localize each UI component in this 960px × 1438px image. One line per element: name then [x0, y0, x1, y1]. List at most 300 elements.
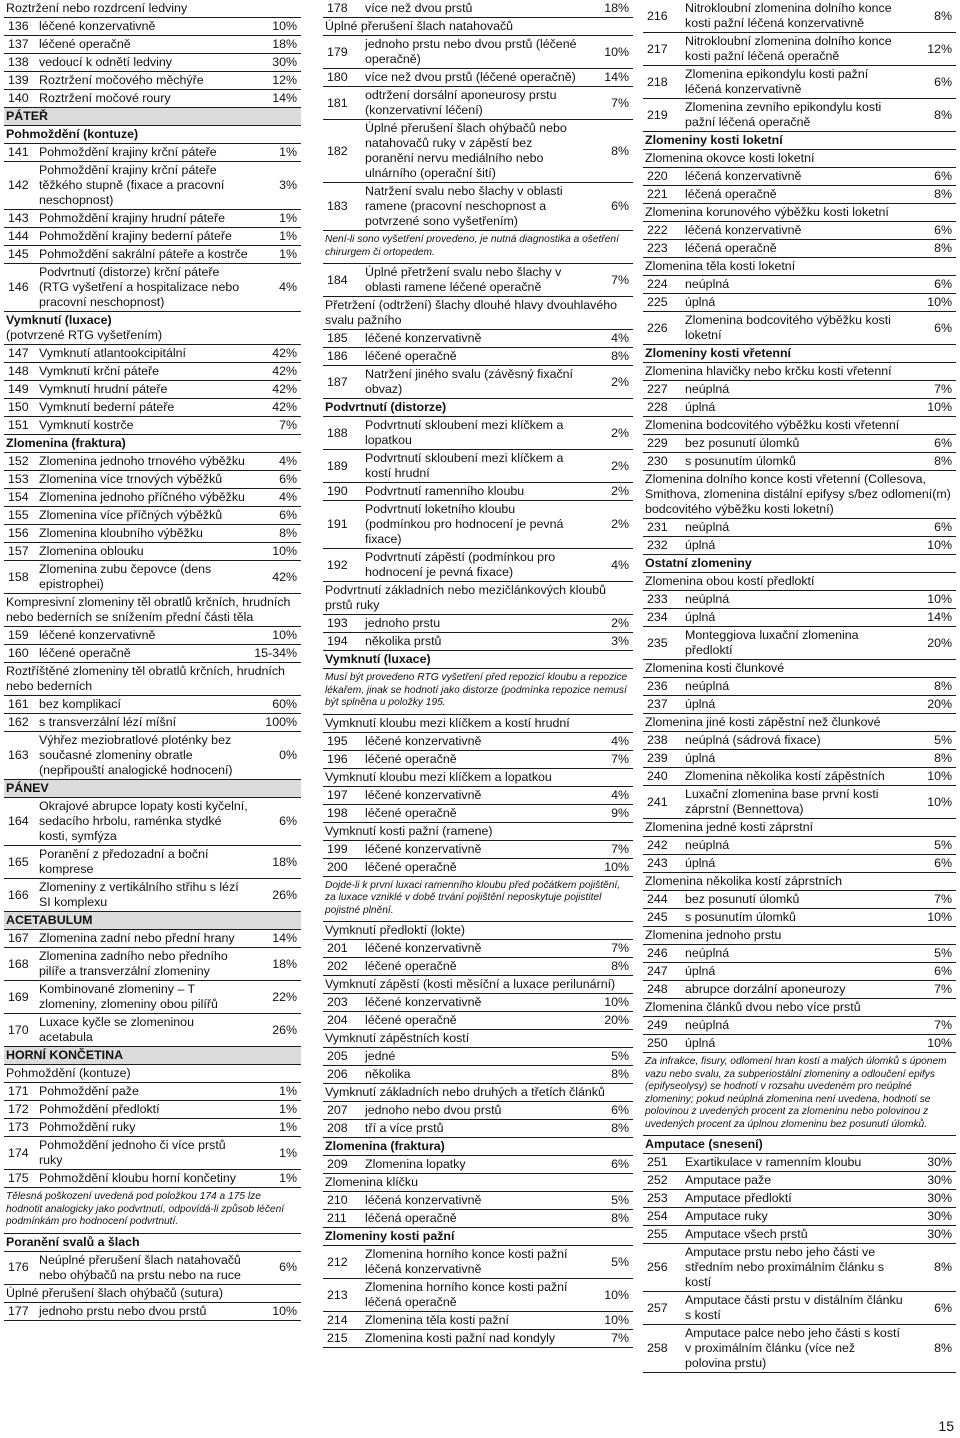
item-number: 225 [647, 295, 668, 309]
table-row [4, 1170, 301, 1188]
item-number: 237 [647, 697, 668, 711]
item-description: Nitrokloubní zlomenina dolního konce kosti pažní léčená konzervativně [685, 1, 892, 30]
item-number: 164 [8, 814, 29, 828]
item-percentage: 6% [934, 320, 952, 335]
subsection-heading: Zlomenina okovce kosti loketní [643, 150, 956, 168]
item-percentage: 6% [934, 277, 952, 291]
item-number: 174 [8, 1145, 29, 1160]
table-row [643, 1325, 956, 1373]
item-percentage: 4% [279, 280, 297, 294]
item-description: Amputace ruky [685, 1209, 768, 1223]
table-row [643, 168, 956, 186]
section-heading: Zlomeniny kosti pažní [323, 1228, 633, 1246]
item-percentage: 10% [604, 44, 629, 59]
item-description: úplná [685, 295, 716, 309]
item-percentage: 14% [272, 931, 297, 945]
item-number: 192 [327, 557, 348, 572]
item-description: Pohmoždění krajiny krční páteře těžkého stupně (fixace a pracovní neschopnost) [39, 163, 225, 207]
table-row [4, 561, 301, 594]
item-number: 183 [327, 199, 348, 213]
item-description: Okrajové abrupce lopaty kosti kyčelní, sedacího hrbolu, raménka stydké kosti, symfýza [39, 799, 248, 843]
item-percentage: 10% [604, 995, 629, 1009]
item-number: 203 [327, 995, 348, 1009]
item-number: 204 [327, 1013, 348, 1027]
item-description: abrupce dorzální aponeurozy [685, 982, 846, 996]
item-number: 170 [8, 1022, 29, 1037]
item-percentage: 1% [279, 1120, 297, 1134]
subsection-heading: Kompresivní zlomeniny těl obratlů krčních, hrudních nebo bederních se snížením přední části těla [4, 594, 301, 627]
section-heading: HORNÍ KONČETINA [4, 1047, 301, 1065]
footnote: Tělesná poškození uvedená pod položkou 174 a 175 lze hodnotit analogicky jako podvrtnutí, odpovídá-li způsob léčení podmínkám pro hodnocení podvrtnutí. [4, 1188, 301, 1234]
section-heading: Vymknutí (luxace) [323, 651, 633, 669]
item-number: 223 [647, 241, 668, 255]
table-row [643, 453, 956, 471]
item-percentage: 42% [272, 364, 297, 378]
table-row [643, 381, 956, 399]
item-number: 148 [8, 364, 29, 378]
table-row [4, 90, 301, 108]
item-description: Zlomenina více příčných výběžků [39, 508, 223, 522]
table-row [323, 69, 633, 87]
item-description: Amputace předloktí [685, 1191, 792, 1205]
table-row [323, 994, 633, 1012]
table-row [4, 381, 301, 399]
item-number: 235 [647, 635, 668, 650]
subsection-heading: Zlomenina jednoho prstu [643, 927, 956, 945]
section-heading [4, 312, 301, 345]
item-number: 197 [327, 787, 348, 802]
item-percentage: 10% [604, 1313, 629, 1327]
item-number: 187 [327, 374, 348, 389]
table-row [4, 228, 301, 246]
table-row [643, 678, 956, 696]
table-row [323, 1330, 633, 1348]
item-description: léčené operačně [365, 349, 457, 363]
item-percentage: 30% [927, 1191, 952, 1205]
item-percentage: 10% [927, 769, 952, 783]
item-number: 162 [8, 715, 29, 729]
item-description: léčená konzervativně [685, 223, 802, 237]
item-percentage: 6% [934, 436, 952, 450]
item-number: 158 [8, 569, 29, 584]
table-row [323, 36, 633, 69]
item-description: Vymknutí bederní páteře [39, 400, 175, 414]
table-row [643, 750, 956, 768]
item-number: 169 [8, 989, 29, 1004]
item-percentage: 4% [611, 787, 629, 802]
item-percentage: 8% [611, 1067, 629, 1081]
item-number: 205 [327, 1049, 348, 1063]
item-description: Úplné přerušení šlach ohýbačů nebo natahovačů ruky v zápěstí bez poranění nervu mediálního nebo ulnárního (operační šití) [365, 121, 567, 180]
table-row [4, 507, 301, 525]
item-description: Vymknutí atlantookcipitální [39, 346, 186, 360]
subsection-heading: Zlomenina hlavičky nebo krčku kosti vřetenní [643, 363, 956, 381]
item-percentage: 4% [279, 454, 297, 468]
item-description: Zlomenina lopatky [365, 1157, 466, 1171]
item-number: 146 [8, 280, 29, 294]
item-description: Pohmoždění paže [39, 1084, 139, 1098]
item-percentage: 5% [934, 733, 952, 747]
item-number: 198 [327, 805, 348, 820]
item-number: 211 [327, 1211, 347, 1225]
item-number: 242 [647, 838, 668, 852]
item-percentage: 8% [611, 959, 629, 973]
table-row [323, 1012, 633, 1030]
item-description: Amputace palce nebo jeho části s kostí v proximálním článku (více než polovina prstu) [685, 1326, 900, 1370]
item-percentage: 6% [934, 1300, 952, 1315]
item-description: Podvrtnutí skloubení mezi klíčkem a lopatkou [365, 418, 564, 447]
item-percentage: 7% [279, 418, 297, 432]
item-description: neúplná [685, 838, 730, 852]
subsection-heading: Vymknutí kosti pažní (ramene) [323, 823, 633, 841]
item-description: více než dvou prstů [365, 1, 473, 15]
item-percentage: 5% [611, 1254, 629, 1269]
table-row [643, 66, 956, 99]
item-description: Poranění z předozadní a boční komprese [39, 847, 209, 876]
item-percentage: 10% [927, 295, 952, 309]
item-number: 249 [647, 1018, 668, 1032]
column-middle [323, 0, 633, 1348]
item-percentage: 2% [611, 517, 629, 531]
section-heading: PÁNEV [4, 780, 301, 798]
section-heading: Poranění svalů a šlach [4, 1234, 301, 1252]
item-percentage: 14% [272, 91, 297, 105]
table-row [643, 186, 956, 204]
item-percentage: 1% [279, 1171, 297, 1185]
item-percentage: 10% [604, 859, 629, 874]
item-percentage: 10% [272, 19, 297, 33]
table-row [643, 222, 956, 240]
table-row [323, 549, 633, 582]
item-number: 178 [327, 1, 348, 15]
table-row [4, 36, 301, 54]
table-row [323, 120, 633, 183]
item-description: úplná [685, 751, 716, 765]
item-number: 188 [327, 425, 348, 440]
table-row [4, 162, 301, 210]
subsection-heading: Vymknutí kloubu mezi klíčkem a lopatkou [323, 769, 633, 787]
item-description: Vymknutí kostrče [39, 418, 134, 432]
item-number: 251 [647, 1155, 668, 1169]
item-percentage: 7% [934, 382, 952, 396]
table-row [4, 732, 301, 780]
subsection-heading: Vymknutí základních nebo druhých a třetích článků [323, 1084, 633, 1102]
item-description: Natržení jiného svalu (závěsný fixační obvaz) [365, 367, 573, 396]
item-number: 255 [647, 1227, 668, 1241]
item-percentage: 30% [927, 1173, 952, 1187]
item-percentage: 3% [279, 178, 297, 192]
table-row [4, 210, 301, 228]
item-percentage: 4% [611, 557, 629, 572]
item-percentage: 42% [272, 569, 297, 584]
item-percentage: 3% [611, 634, 629, 648]
item-description: Vymknutí hrudní páteře [39, 382, 168, 396]
table-row [323, 330, 633, 348]
item-description: neúplná [685, 277, 730, 291]
table-row [4, 246, 301, 264]
item-number: 207 [327, 1103, 348, 1117]
subsection-heading: Zlomenina článků dvou nebo více prstů [643, 999, 956, 1017]
table-row [4, 525, 301, 543]
item-percentage: 6% [934, 856, 952, 870]
table-row [4, 1101, 301, 1119]
item-number: 149 [8, 382, 29, 396]
item-percentage: 60% [272, 697, 297, 711]
item-number: 163 [8, 748, 29, 762]
item-number: 195 [327, 733, 348, 748]
item-number: 160 [8, 646, 29, 660]
item-description: úplná [685, 1036, 716, 1050]
item-percentage: 18% [272, 37, 297, 51]
section-heading: Pohmoždění (kontuze) [4, 126, 301, 144]
item-description: Roztržení močové roury [39, 91, 171, 105]
item-number: 145 [8, 247, 29, 261]
item-description: léčené operačně [365, 805, 457, 820]
item-percentage: 8% [934, 187, 952, 201]
section-heading: ACETABULUM [4, 912, 301, 930]
table-row [323, 366, 633, 399]
item-number: 234 [647, 610, 668, 624]
item-number: 199 [327, 841, 348, 856]
table-row [643, 294, 956, 312]
item-percentage: 8% [611, 1121, 629, 1135]
item-number: 221 [647, 187, 668, 201]
item-percentage: 10% [927, 1036, 952, 1050]
item-number: 228 [647, 400, 668, 414]
item-number: 212 [327, 1254, 348, 1269]
table-row [4, 798, 301, 846]
item-description: léčené konzervativně [39, 19, 156, 33]
item-percentage: 2% [611, 374, 629, 389]
item-percentage: 6% [934, 520, 952, 534]
item-percentage: 20% [604, 1013, 629, 1027]
item-description: odtržení dorsální aponeurosy prstu (konzervativní léčení) [365, 88, 557, 117]
item-description: Pohmoždění kloubu horní končetiny [39, 1171, 236, 1185]
item-number: 200 [327, 859, 348, 874]
subsection-heading: Vymknutí zápěstí (kosti měsíční a luxace perilunární) [323, 976, 633, 994]
footnote: Není-li sono vyšetření provedeno, je nutná diagnostika a ošetření chirurgem či ortopedem. [323, 231, 633, 264]
item-description: Zlomenina jednoho trnového výběžku [39, 454, 245, 468]
table-row [323, 483, 633, 501]
table-row [643, 909, 956, 927]
table-row [643, 1154, 956, 1172]
table-row [4, 948, 301, 981]
item-description: léčené operačně [39, 37, 131, 51]
item-number: 155 [8, 508, 29, 522]
section-heading-subtitle: (potvrzené RTG vyšetřením) [6, 328, 163, 342]
item-number: 256 [647, 1260, 668, 1274]
item-percentage: 30% [927, 1155, 952, 1169]
table-row [4, 981, 301, 1014]
section-heading: Zlomenina (fraktura) [4, 435, 301, 453]
table-row [643, 945, 956, 963]
item-number: 182 [327, 143, 348, 158]
item-percentage: 14% [604, 70, 629, 84]
table-row [323, 1048, 633, 1066]
item-number: 175 [8, 1171, 29, 1185]
table-row [323, 501, 633, 549]
subsection-heading: Vymknutí kloubu mezi klíčkem a kostí hrudní [323, 715, 633, 733]
table-row [643, 519, 956, 537]
item-description: Pohmoždění krajiny krční páteře [39, 145, 217, 159]
item-number: 238 [647, 733, 668, 747]
item-percentage: 7% [611, 95, 629, 110]
item-number: 179 [327, 44, 348, 59]
item-number: 172 [8, 1102, 29, 1116]
table-row [4, 72, 301, 90]
item-description: Amputace všech prstů [685, 1227, 808, 1241]
table-row [4, 489, 301, 507]
subsection-heading: Vymknutí zápěstních kostí [323, 1030, 633, 1048]
item-percentage: 18% [272, 854, 297, 869]
subsection-heading: Zlomenina několika kostí záprstních [643, 873, 956, 891]
item-number: 141 [8, 145, 29, 159]
item-number: 138 [8, 55, 29, 69]
item-percentage: 8% [934, 1341, 952, 1355]
item-description: úplná [685, 856, 716, 870]
item-number: 246 [647, 946, 668, 960]
item-description: Zlomenina epikondylu kosti pažní léčená konzervativně [685, 67, 869, 96]
table-row [4, 846, 301, 879]
item-percentage: 8% [934, 679, 952, 693]
item-description: neúplná [685, 679, 730, 693]
table-row [643, 627, 956, 660]
item-number: 210 [327, 1193, 348, 1207]
item-percentage: 42% [272, 400, 297, 414]
table-row [323, 87, 633, 120]
table-row [643, 99, 956, 132]
item-description: léčené operačně [365, 751, 457, 766]
item-description: léčené operačně [39, 646, 131, 660]
item-percentage: 12% [927, 41, 952, 56]
item-percentage: 7% [611, 941, 629, 955]
item-number: 248 [647, 982, 668, 996]
table-row [643, 537, 956, 555]
item-number: 139 [8, 73, 29, 87]
table-row [643, 1292, 956, 1325]
table-row [323, 348, 633, 366]
item-description: s posunutím úlomků [685, 910, 796, 924]
item-number: 230 [647, 454, 668, 468]
item-description: Podvrtnutí (distorze) krční páteře (RTG vyšetření a hospitalizace nebo pracovní neschopnost) [39, 265, 240, 309]
item-description: Zlomenina zubu čepovce (dens epistrophei) [39, 562, 212, 591]
item-description: léčené konzervativně [365, 995, 482, 1009]
item-number: 180 [327, 70, 348, 84]
section-heading: Zlomeniny kosti loketní [643, 132, 956, 150]
item-description: Pohmoždění sakrální páteře a kostrče [39, 247, 248, 261]
table-row [323, 733, 633, 751]
item-description: Neúplné přerušení šlach natahovačů nebo ohýbačů na prstu nebo na ruce [39, 1252, 241, 1282]
item-number: 190 [327, 484, 348, 498]
table-row [643, 399, 956, 417]
item-number: 226 [647, 320, 668, 335]
table-row [4, 696, 301, 714]
item-description: Luxace kyčle se zlomeninou acetabula [39, 1015, 194, 1044]
table-row [643, 1035, 956, 1053]
item-number: 151 [8, 418, 29, 432]
item-number: 247 [647, 964, 668, 978]
item-description: léčená operačně [685, 187, 777, 201]
item-percentage: 2% [611, 484, 629, 498]
item-number: 157 [8, 544, 29, 558]
item-number: 252 [647, 1173, 668, 1187]
item-description: Monteggiova luxační zlomenina předloktí [685, 628, 859, 657]
item-number: 245 [647, 910, 668, 924]
item-description: bez posunutí úlomků [685, 436, 800, 450]
subsection-heading: Přetržení (odtržení) šlachy dlouhé hlavy dvouhlavého svalu pažního [323, 297, 633, 330]
item-description: Zlomenina horního konce kosti pažní léčená operačně [365, 1280, 568, 1309]
table-row [323, 1102, 633, 1120]
item-description: Zlomenina kloubního výběžku [39, 526, 203, 540]
item-percentage: 2% [611, 458, 629, 473]
table-row [4, 363, 301, 381]
item-number: 152 [8, 454, 29, 468]
item-description: úplná [685, 697, 716, 711]
item-description: léčené operačně [365, 959, 457, 973]
item-number: 229 [647, 436, 668, 450]
table-row [4, 627, 301, 645]
item-description: Zlomenina několika kostí zápěstních [685, 769, 885, 783]
table-row [643, 1226, 956, 1244]
item-percentage: 7% [611, 751, 629, 766]
table-row [643, 1190, 956, 1208]
item-number: 181 [327, 95, 348, 110]
table-row [323, 633, 633, 651]
item-percentage: 10% [927, 910, 952, 924]
table-row [643, 435, 956, 453]
item-number: 257 [647, 1300, 668, 1315]
table-row [323, 940, 633, 958]
item-percentage: 10% [927, 794, 952, 809]
table-row [323, 183, 633, 231]
subsection-heading: Zlomenina jiné kosti zápěstní než člunkové [643, 714, 956, 732]
item-number: 222 [647, 223, 668, 237]
item-number: 184 [327, 272, 348, 287]
item-description: s posunutím úlomků [685, 454, 796, 468]
item-description: Exartikulace v ramenním kloubu [685, 1155, 862, 1169]
item-percentage: 8% [934, 1260, 952, 1274]
item-number: 156 [8, 526, 29, 540]
item-number: 227 [647, 382, 668, 396]
footnote: Musí být provedeno RTG vyšetření před repozicí kloubu a repozice lékařem, jinak se hodnotí jako distorze (podmínka repozice nemusí být splněna u položky 195. [323, 669, 633, 715]
item-number: 217 [647, 41, 668, 56]
item-percentage: 8% [934, 8, 952, 23]
item-percentage: 6% [934, 74, 952, 89]
item-description: léčená konzervativně [685, 169, 802, 183]
item-description: jednoho prstu nebo dvou prstů (léčené operačně) [365, 37, 577, 66]
item-percentage: 6% [611, 1157, 629, 1171]
item-percentage: 22% [272, 989, 297, 1004]
item-description: Amputace paže [685, 1173, 772, 1187]
item-description: Pohmoždění jednoho či více prstů ruky [39, 1138, 226, 1167]
table-row [643, 732, 956, 750]
item-percentage: 18% [604, 1, 629, 15]
item-description: léčené konzervativně [365, 733, 482, 748]
item-description: Podvrtnutí loketního kloubu (podmínkou pro hodnocení je pevná fixace) [365, 502, 564, 546]
item-description: Podvrtnutí skloubení mezi klíčkem a kostí hrudní [365, 451, 564, 480]
item-number: 202 [327, 959, 348, 973]
item-description: úplná [685, 400, 716, 414]
table-row [643, 312, 956, 345]
item-description: léčená konzervativně [365, 1193, 482, 1207]
item-description: Zlomenina oblouku [39, 544, 144, 558]
item-percentage: 9% [611, 805, 629, 820]
table-row [323, 264, 633, 297]
item-percentage: 6% [934, 964, 952, 978]
table-row [643, 276, 956, 294]
item-percentage: 4% [279, 490, 297, 504]
section-heading: Ostatní zlomeniny [643, 555, 956, 573]
